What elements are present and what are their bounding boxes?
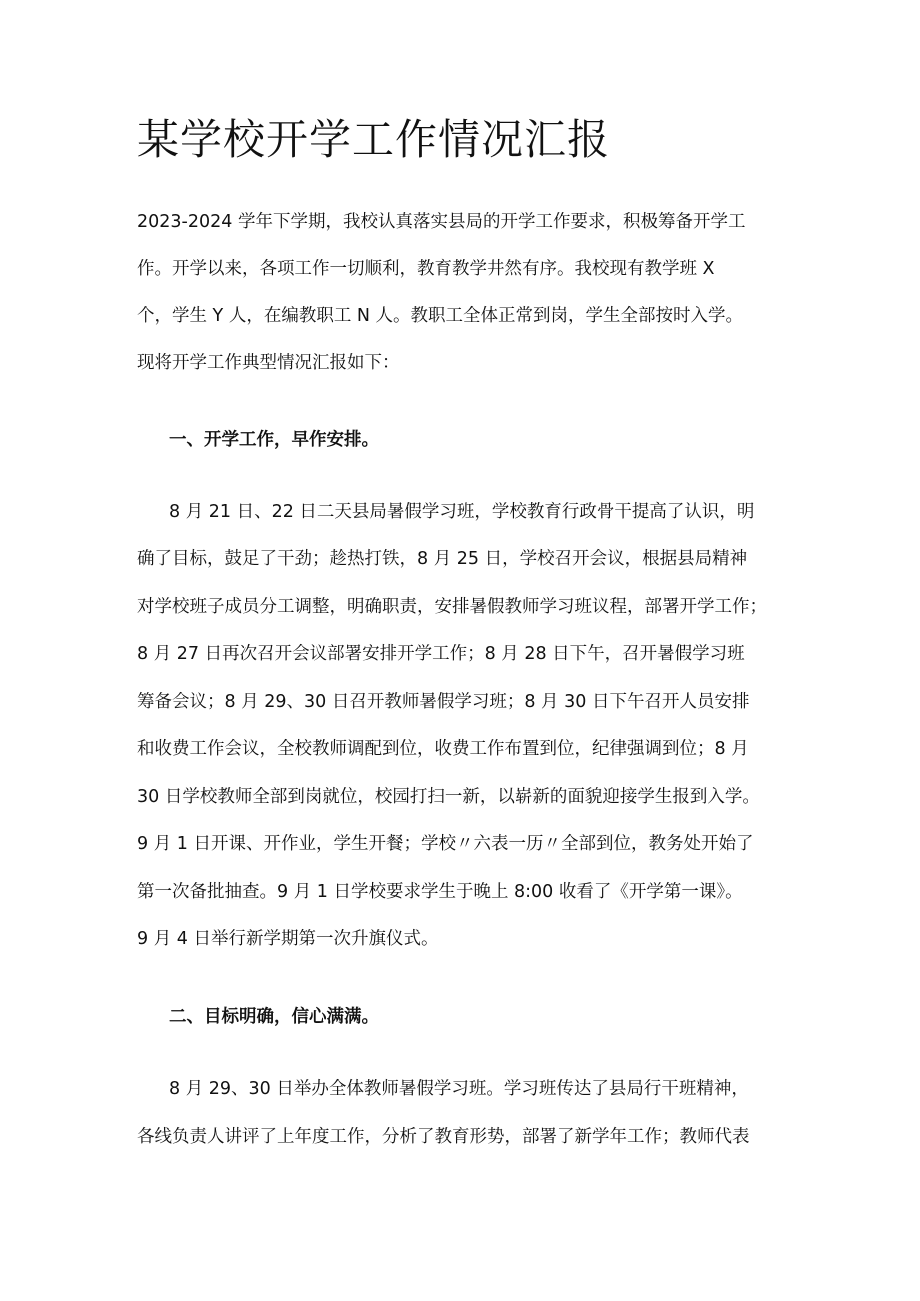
section1-line-4: 8 月 27 日再次召开会议部署安排开学工作；8 月 28 日下午，召开暑假学习班 [137, 644, 745, 664]
section2-line-2: 各线负责人讲评了上年度工作，分析了教育形势，部署了新学年工作；教师代表 [137, 1127, 750, 1147]
document-title: 某学校开学工作情况汇报 [137, 115, 611, 164]
section1-heading: 一、开学工作，早作安排。 [169, 430, 379, 450]
section1-line-10: 9 月 4 日举行新学期第一次升旗仪式。 [137, 929, 439, 949]
intro-line-3: 个，学生 Y 人，在编教职工 N 人。教职工全体正常到岗，学生全部按时入学。 [137, 306, 744, 326]
intro-line-2: 作。开学以来，各项工作一切顺利，教育教学井然有序。我校现有教学班 X [137, 259, 715, 279]
section1-line-6: 和收费工作会议，全校教师调配到位，收费工作布置到位，纪律强调到位；8 月 [137, 739, 749, 759]
section1-line-7: 30 日学校教师全部到岗就位，校园打扫一新，以崭新的面貌迎接学生报到入学。 [137, 787, 760, 807]
intro-line-1: 2023-2024 学年下学期，我校认真落实县局的开学工作要求，积极筹备开学工 [137, 212, 746, 232]
section1-line-1: 8 月 21 日、22 日二天县局暑假学习班，学校教育行政骨干提高了认识，明 [169, 502, 755, 522]
intro-line-4: 现将开学工作典型情况汇报如下： [137, 353, 400, 373]
section1-line-8: 9 月 1 日开课、开作业，学生开餐；学校〃六表一历〃全部到位，教务处开始了 [137, 834, 754, 854]
section2-line-1: 8 月 29、30 日举办全体教师暑假学习班。学习班传达了县局行干班精神， [169, 1079, 749, 1099]
section1-line-2: 确了目标，鼓足了干劲；趁热打铁，8 月 25 日，学校召开会议，根据县局精神 [137, 549, 748, 569]
section1-line-3: 对学校班子成员分工调整，明确职责，安排暑假教师学习班议程，部署开学工作； [137, 597, 767, 617]
section2-heading: 二、目标明确，信心满满。 [169, 1007, 379, 1027]
section1-line-9: 第一次备批抽查。9 月 1 日学校要求学生于晚上 8:00 收看了《开学第一课》。 [137, 882, 743, 902]
section1-line-5: 筹备会议；8 月 29、30 日召开教师暑假学习班；8 月 30 日下午召开人员安排 [137, 692, 750, 712]
